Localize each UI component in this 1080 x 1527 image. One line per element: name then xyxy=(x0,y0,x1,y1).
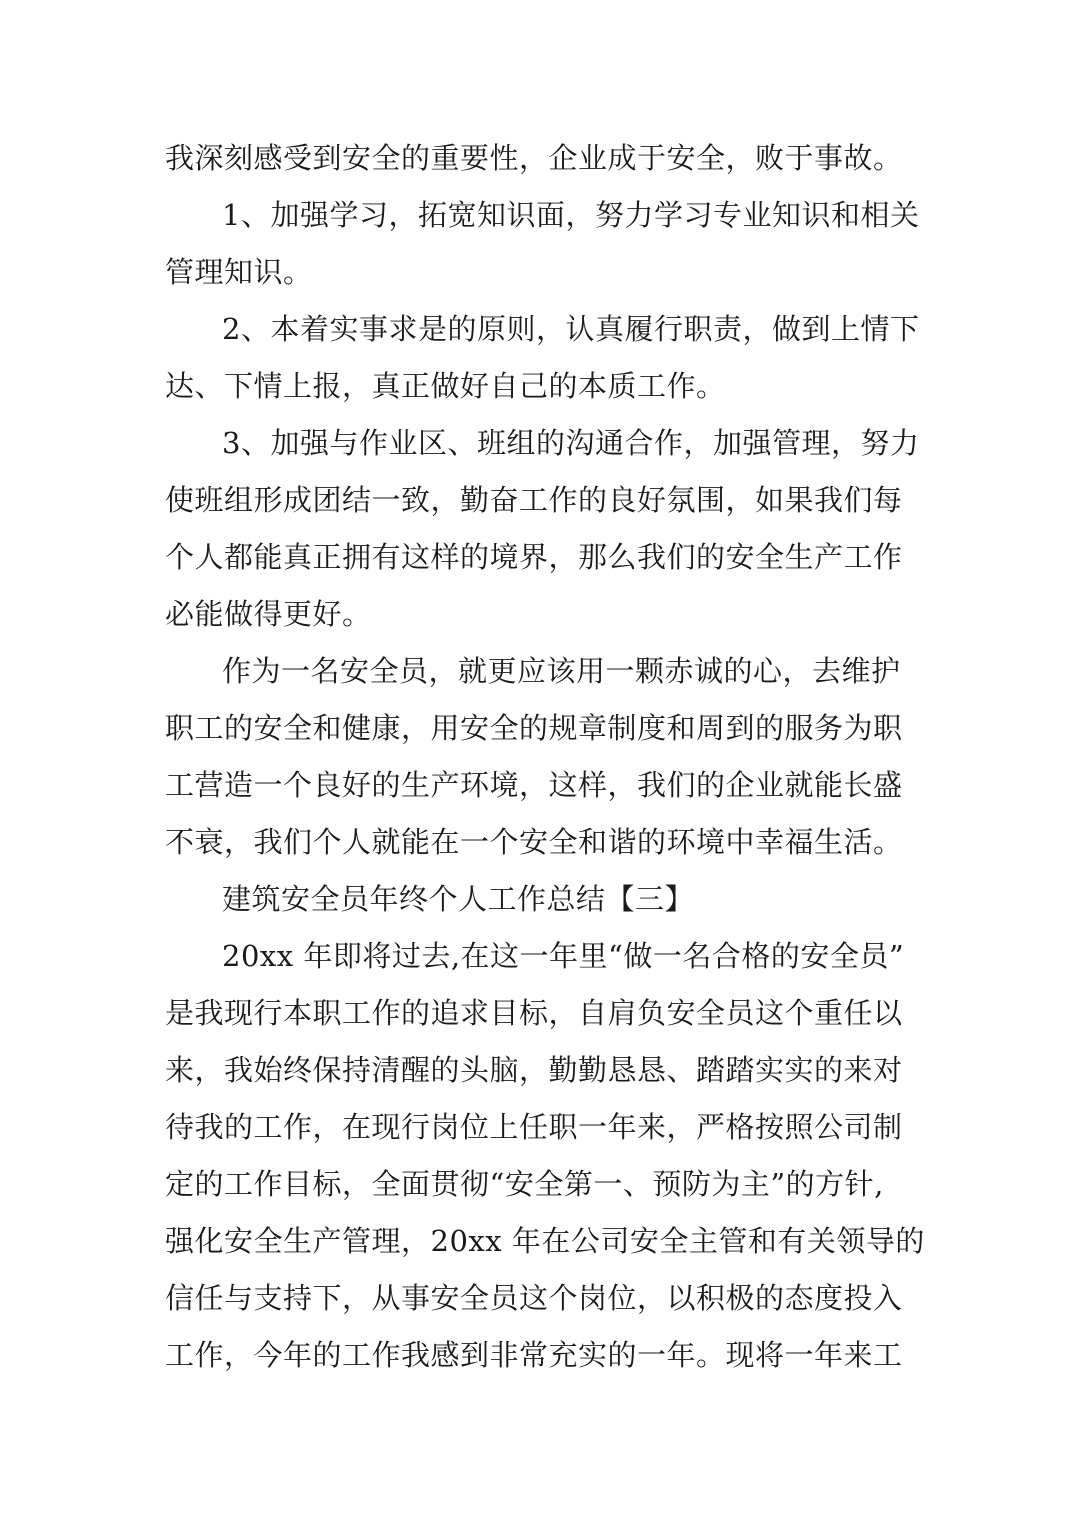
paragraph-text: 20xx 年即将过去,在这一年里“做一名合格的安全员” xyxy=(222,939,905,973)
text-line: 强化安全生产管理，20xx 年在公司安全主管和有关领导的 xyxy=(165,1224,925,1258)
text-line: 工作，今年的工作我感到非常充实的一年。现将一年来工 xyxy=(165,1338,903,1372)
text-line: 定的工作目标，全面贯彻“安全第一、预防为主”的方针, xyxy=(165,1167,884,1201)
text-line: 达、下情上报，真正做好自己的本质工作。 xyxy=(165,369,726,403)
text-line: 工营造一个良好的生产环境，这样，我们的企业就能长盛 xyxy=(165,768,903,802)
text-line: 管理知识。 xyxy=(165,255,313,289)
text-line: 职工的安全和健康，用安全的规章制度和周到的服务为职 xyxy=(165,711,903,745)
text-line: 个人都能真正拥有这样的境界，那么我们的安全生产工作 xyxy=(165,540,903,574)
text-line: 我深刻感受到安全的重要性，企业成于安全，败于事故。 xyxy=(165,141,903,175)
list-item-3-text: 3、加强与作业区、班组的沟通合作，加强管理，努力 xyxy=(222,426,920,460)
section-heading: 建筑安全员年终个人工作总结【三】 xyxy=(222,882,695,916)
list-item-1-text: 1、加强学习，拓宽知识面，努力学习专业知识和相关 xyxy=(222,198,920,232)
text-line: 信任与支持下，从事安全员这个岗位，以积极的态度投入 xyxy=(165,1281,903,1315)
text-line: 是我现行本职工作的追求目标，自肩负安全员这个重任以 xyxy=(165,996,903,1030)
text-line: 不衰，我们个人就能在一个安全和谐的环境中幸福生活。 xyxy=(165,825,903,859)
list-item-2-text: 2、本着实事求是的原则，认真履行职责，做到上情下 xyxy=(222,312,920,346)
text-line: 必能做得更好。 xyxy=(165,597,372,631)
text-line: 待我的工作，在现行岗位上任职一年来，严格按照公司制 xyxy=(165,1110,903,1144)
text-line: 使班组形成团结一致，勤奋工作的良好氛围，如果我们每 xyxy=(165,483,903,517)
paragraph-text: 作为一名安全员，就更应该用一颗赤诚的心，去维护 xyxy=(222,654,901,688)
text-line: 来，我始终保持清醒的头脑，勤勤恳恳、踏踏实实的来对 xyxy=(165,1053,903,1087)
